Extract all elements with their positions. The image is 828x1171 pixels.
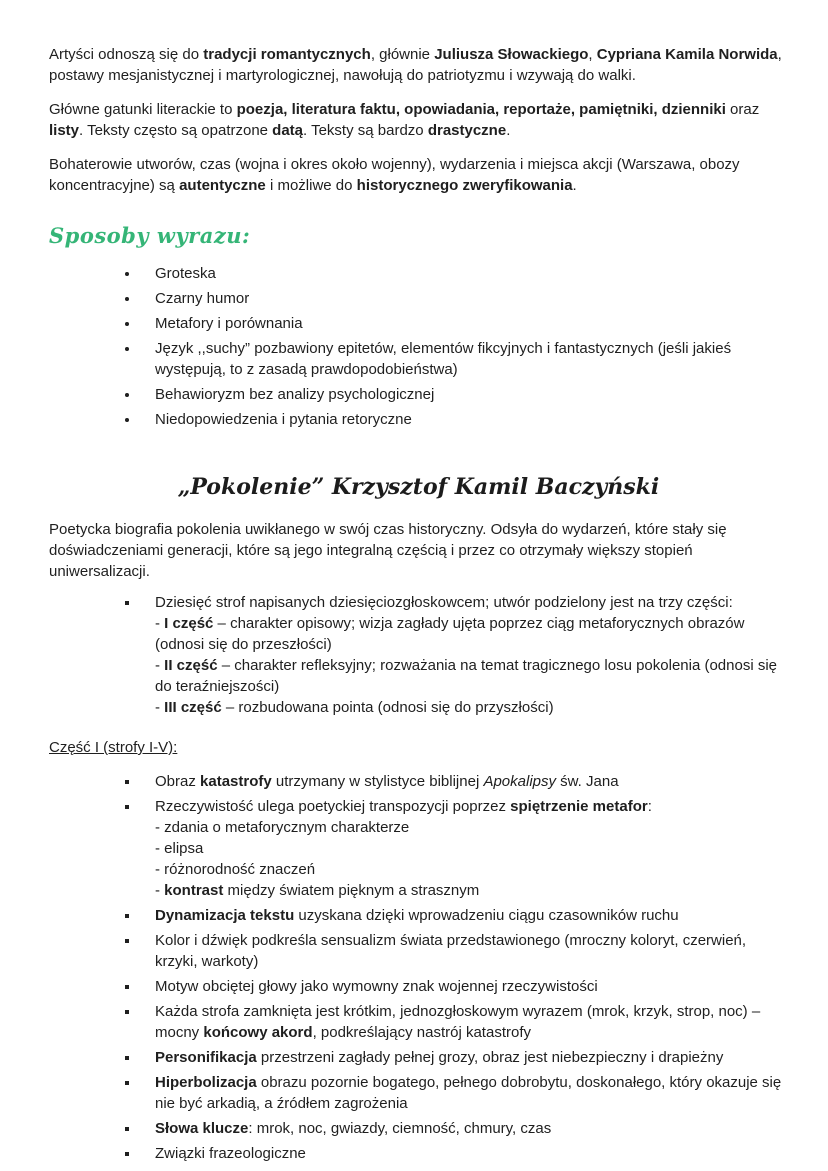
- poem-structure-list: [49, 592, 788, 718]
- text-run: Motyw obciętej głowy jako wymowny znak wojennej rzeczywistości: [155, 978, 598, 995]
- list-item-subline: [155, 697, 788, 718]
- sposoby-wyrazu-heading: Sposoby wyrazu:: [49, 223, 251, 248]
- text-run: przestrzeni zagłady pełnej grozy, obraz jest niebezpieczny i drapieżny: [256, 1049, 724, 1066]
- text-run: Dynamizacja tekstu: [155, 907, 295, 924]
- text-run: autentyczne: [179, 177, 266, 194]
- list-item: [140, 592, 788, 718]
- list-item: [140, 930, 788, 972]
- intro-paragraph-2: [49, 99, 788, 141]
- text-run: – rozbudowana pointa (odnosi się do przyszłości): [221, 699, 554, 716]
- text-run: tradycji romantycznych: [203, 46, 371, 63]
- text-run: Personifikacja: [155, 1049, 257, 1066]
- text-run: , podkreślający nastrój katastrofy: [312, 1024, 531, 1041]
- sposoby-wyrazu-list: [49, 263, 788, 430]
- part1-heading: Część I (strofy I-V):: [49, 739, 178, 756]
- text-run: Bohaterowie utworów, czas (wojna i okres około wojenny), wydarzenia i miejsca akcji (Warszawa, obozy koncentracyjne) są: [49, 156, 740, 194]
- text-run: , głównie: [370, 46, 435, 63]
- text-run: .: [572, 177, 577, 194]
- text-run: Obraz: [155, 773, 201, 790]
- list-item-subline: [155, 880, 788, 901]
- list-item: [140, 263, 788, 284]
- text-run: Metafory i porównania: [155, 315, 303, 332]
- poem-title: „Pokolenie” Krzysztof Kamil Baczyński: [177, 474, 660, 500]
- text-run: I część: [164, 615, 214, 632]
- list-item: [140, 384, 788, 405]
- text-run: Czarny humor: [155, 290, 250, 307]
- text-run: Apokalipsy: [483, 773, 556, 790]
- text-run: katastrofy: [200, 773, 272, 790]
- text-run: Groteska: [155, 265, 216, 282]
- text-run: Hiperbolizacja: [155, 1074, 257, 1091]
- text-run: Związki frazeologiczne: [155, 1145, 306, 1162]
- text-run: listy: [49, 122, 80, 139]
- text-run: - elipsa: [155, 840, 204, 857]
- list-item: [140, 1143, 788, 1164]
- text-run: -: [155, 699, 165, 716]
- text-run: obrazu pozornie bogatego, pełnego dobrobytu, doskonałego, który okazuje się nie być arkadią, a źródłem zagrożenia: [155, 1074, 782, 1112]
- text-run: Kolor i dźwięk podkreśla sensualizm świata przedstawionego (mroczny koloryt, czerwień, krzyki, warkoty): [155, 932, 747, 970]
- list-item: [140, 409, 788, 430]
- text-run: – charakter opisowy; wizja zagłady ujęta poprzez ciąg metaforycznych obrazów (odnosi się do przeszłości): [155, 615, 745, 653]
- text-run: uzyskana dzięki wprowadzeniu ciągu czasowników ruchu: [294, 907, 679, 924]
- list-item: [140, 771, 788, 792]
- list-item: [140, 1118, 788, 1139]
- list-item: [140, 1001, 788, 1043]
- list-item: [140, 338, 788, 380]
- text-run: III część: [164, 699, 222, 716]
- list-item: [140, 976, 788, 997]
- text-run: spiętrzenie metafor: [510, 798, 648, 815]
- text-run: ,: [588, 46, 597, 63]
- text-run: - różnorodność znaczeń: [155, 861, 316, 878]
- text-run: Behawioryzm bez analizy psychologicznej: [155, 386, 435, 403]
- text-run: Główne gatunki literackie to: [49, 101, 237, 118]
- text-run: – charakter refleksyjny; rozważania na temat tragicznego losu pokolenia (odnosi się do teraźniejszości): [155, 657, 778, 695]
- list-item: [140, 1047, 788, 1068]
- text-run: utrzymany w stylistyce biblijnej: [271, 773, 484, 790]
- text-run: Niedopowiedzenia i pytania retoryczne: [155, 411, 412, 428]
- list-item: [140, 313, 788, 334]
- list-item: [140, 796, 788, 901]
- text-run: Język ,,suchy” pozbawiony epitetów, elementów fikcyjnych i fantastycznych (jeśli jakieś występują, to z zasadą prawdopodobieństwa): [155, 340, 732, 378]
- list-item-subline: [155, 859, 788, 880]
- text-run: drastyczne: [427, 122, 507, 139]
- text-run: -: [155, 882, 165, 899]
- text-run: poezja, literatura faktu, opowiadania, reportaże, pamiętniki, dzienniki: [236, 101, 726, 118]
- text-run: : mrok, noc, gwiazdy, ciemność, chmury, czas: [248, 1120, 552, 1137]
- list-item: [140, 1072, 788, 1114]
- text-run: Rzeczywistość ulega poetyckiej transpozycji poprzez: [155, 798, 511, 815]
- text-run: -: [155, 615, 165, 632]
- part1-features-list: [49, 771, 788, 1164]
- intro-paragraph-1: [49, 44, 788, 86]
- text-run: . Teksty często są opatrzone: [79, 122, 273, 139]
- text-run: :: [647, 798, 652, 815]
- text-run: .: [506, 122, 511, 139]
- text-run: oraz: [725, 101, 760, 118]
- text-run: Słowa klucze: [155, 1120, 249, 1137]
- text-run: końcowy akord: [203, 1024, 313, 1041]
- text-run: II część: [164, 657, 218, 674]
- list-item-subline: [155, 817, 788, 838]
- text-run: historycznego zweryfikowania: [356, 177, 573, 194]
- text-run: datą: [272, 122, 304, 139]
- text-run: . Teksty są bardzo: [303, 122, 428, 139]
- list-item: [140, 905, 788, 926]
- text-run: , postawy mesjanistycznej i martyrologicznej, nawołują do patriotyzmu i wzywają do walki.: [49, 46, 782, 84]
- text-run: Poetycka biografia pokolenia uwikłanego w swój czas historyczny. Odsyła do wydarzeń, które stały się doświadczeniami generacji, które są jego integralną częścią i przez co otrzymały większy stopień uniwersalizacji.: [49, 521, 727, 580]
- list-item-subline: [155, 838, 788, 859]
- text-run: i możliwe do: [265, 177, 357, 194]
- text-run: św. Jana: [556, 773, 619, 790]
- text-run: Juliusza Słowackiego: [434, 46, 589, 63]
- text-run: Cypriana Kamila Norwida: [596, 46, 778, 63]
- text-run: -: [155, 657, 165, 674]
- intro-paragraph-3: [49, 154, 788, 196]
- list-item: [140, 288, 788, 309]
- text-run: Artyści odnoszą się do: [49, 46, 204, 63]
- text-run: Każda strofa zamknięta jest krótkim, jednozgłoskowym wyrazem (mrok, krzyk, strop, noc) – mocny: [155, 1003, 761, 1041]
- text-run: kontrast: [164, 882, 224, 899]
- text-run: między światem pięknym a strasznym: [223, 882, 480, 899]
- text-run: Dziesięć strof napisanych dziesięciozgłoskowcem; utwór podzielony jest na trzy części:: [155, 594, 733, 611]
- text-run: - zdania o metaforycznym charakterze: [155, 819, 410, 836]
- list-item-subline: [155, 613, 788, 655]
- poem-intro-paragraph: [49, 519, 788, 582]
- list-item-subline: [155, 655, 788, 697]
